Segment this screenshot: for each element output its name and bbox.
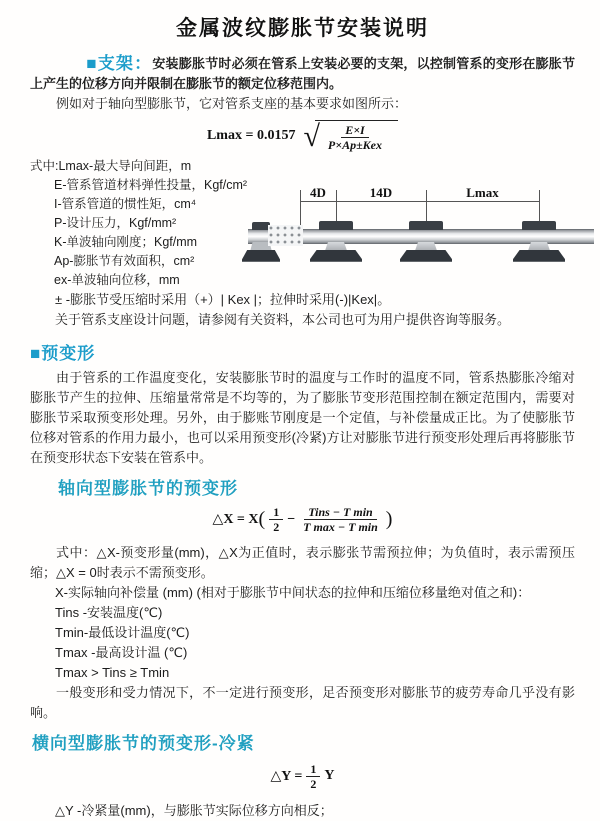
preform-section-heading: ■预变形 bbox=[30, 343, 96, 363]
lateral-note-line: △Y -冷紧量(mm)，与膨胀节实际位移方向相反； bbox=[55, 803, 333, 819]
fraction-numerator: 1 bbox=[306, 762, 320, 777]
axial-subsection-heading: 轴向型膨胀节的预变形 bbox=[58, 478, 238, 498]
one-half-fraction bbox=[306, 762, 320, 792]
axial-preform-formula bbox=[30, 505, 575, 535]
axial-param-line: X-实际轴向补偿量 (mm) (相对于膨胀节中间状态的拉伸和压缩位移量绝对值之和)： bbox=[55, 584, 531, 600]
lmax-formula-lhs: Lmax = 0.0157 bbox=[206, 128, 296, 144]
lmax-fraction bbox=[324, 123, 386, 153]
support-clamp bbox=[522, 221, 556, 230]
support-clamp bbox=[409, 221, 443, 230]
fraction-numerator: Tins − T min bbox=[304, 505, 377, 520]
support-stem bbox=[528, 242, 550, 251]
consulting-note: 关于管系支座设计问题，请参阅有关资料，本公司也可为用户提供咨询等服务。 bbox=[55, 311, 511, 327]
support-clamp bbox=[319, 221, 353, 230]
fraction-denominator: 2 bbox=[273, 520, 280, 535]
axial-note-line: 一般变形和受力情况下，不一定进行预变形，足否预变形对膨胀节的疲劳寿命几乎没有影响。 bbox=[30, 684, 575, 720]
lmax-fraction-numerator: E×I bbox=[341, 123, 369, 138]
square-root bbox=[303, 120, 398, 153]
page-title: 金属波纹膨胀节安装说明 bbox=[176, 17, 429, 40]
radical-symbol: √ bbox=[303, 120, 320, 154]
support-base bbox=[310, 250, 362, 262]
lateral-formula-rhs: Y bbox=[324, 768, 335, 784]
support-stem bbox=[325, 242, 347, 251]
definitions-and-diagram bbox=[30, 157, 575, 290]
pipe-guide-support bbox=[409, 187, 443, 271]
axial-where-paragraph: 式中：△X-预变形量(mm)，△X为正值时，表示膨张节需预拉伸；为负值时，表示需预压缩；△X = 0时表示不需预变形。 bbox=[30, 544, 575, 580]
lateral-formula-lhs: △Y = bbox=[270, 768, 303, 784]
definition-where-label: 式中:Lmax-最大导向间距，m bbox=[30, 158, 192, 173]
support-base bbox=[513, 250, 565, 262]
lmax-fraction-denominator: P×Ap±Kex bbox=[327, 138, 383, 153]
anchor-base bbox=[242, 250, 280, 262]
axial-formula-lhs: △X = X bbox=[212, 512, 259, 528]
pipe-support-diagram bbox=[248, 184, 598, 271]
temperature-ratio-fraction bbox=[299, 505, 382, 535]
plus-minus-note: ± -膨胀节受压缩时采用（+）| Kex |；拉伸时采用(-)|Kex|。 bbox=[55, 291, 391, 307]
axial-param-line: Tmin-最低设计温度(℃) bbox=[55, 624, 190, 640]
dimension-label-lmax: Lmax bbox=[427, 186, 538, 199]
dimension-label-4d: 4D bbox=[301, 186, 335, 199]
fraction-numerator: 1 bbox=[269, 505, 283, 520]
lmax-formula bbox=[30, 120, 575, 153]
one-half-fraction bbox=[269, 505, 283, 535]
support-section-heading: ■支架： bbox=[86, 54, 153, 73]
pipe-guide-support bbox=[319, 187, 353, 271]
fraction-denominator: T max − T min bbox=[303, 520, 378, 535]
lateral-subsection-heading: 横向型膨胀节的预变形-冷紧 bbox=[32, 733, 255, 753]
definition-item: E-管系管道材料弹性投量，Kgf/cm² bbox=[54, 177, 248, 192]
support-base bbox=[400, 250, 452, 262]
left-paren: ( bbox=[258, 508, 266, 531]
fraction-denominator: 2 bbox=[310, 776, 317, 791]
definition-item: K-单波轴向刚度；Kgf/mm bbox=[54, 234, 198, 249]
radicand bbox=[315, 120, 398, 153]
definition-item: P-设计压力，Kgf/mm² bbox=[54, 215, 177, 230]
support-example-line: 例如对于轴向型膨胀节，它对管系支座的基本要求如图所示： bbox=[56, 96, 408, 111]
pipe-guide-support bbox=[522, 187, 556, 271]
dimension-label-14d: 14D bbox=[337, 186, 425, 199]
support-intro-text: 安装膨胀节时必须在管系上安装必要的支架，以控制管系的变形在膨胀节上产生的位移方向并限制在膨胀节的额定位移范围内。 bbox=[30, 56, 575, 91]
lateral-preform-formula bbox=[30, 762, 575, 792]
right-paren: ) bbox=[385, 508, 393, 531]
definition-item: I-管系管道的惯性矩，cm⁴ bbox=[54, 196, 197, 211]
axial-param-line: Tins -安装温度(℃) bbox=[55, 604, 163, 620]
axial-param-line: Tmax -最高设计温 (℃) bbox=[55, 644, 188, 660]
preform-body-paragraph: 由于管系的工作温度变化，安装膨胀节时的温度与工作时的温度不同，管系热膨胀冷缩对膨胀节产生的拉伸、压缩量常常是不均等的，为了膨胀节变形范围控制在额定范围内，需要对膨胀节采取预变形处理。另外，由于膨账节刚度是一个定值，与补偿量成正比。为了使膨胀节位移对管系的作用力最小，也可以采用预变形(冷紧)方让对膨胀节进行预变形处理后再将膨胀节在预变形状态下安装在管系中。 bbox=[30, 369, 575, 465]
support-stem bbox=[415, 242, 437, 251]
definition-item: ex-单波轴向位移，mm bbox=[54, 272, 180, 287]
support-intro-paragraph bbox=[30, 54, 575, 94]
axial-param-line: Tmax > Tins ≥ Tmin bbox=[55, 664, 170, 680]
bellows-expansion-joint bbox=[268, 225, 303, 246]
minus-sign: − bbox=[287, 511, 296, 527]
definition-item: Ap-膨胀节有效面积，cm² bbox=[54, 253, 195, 268]
